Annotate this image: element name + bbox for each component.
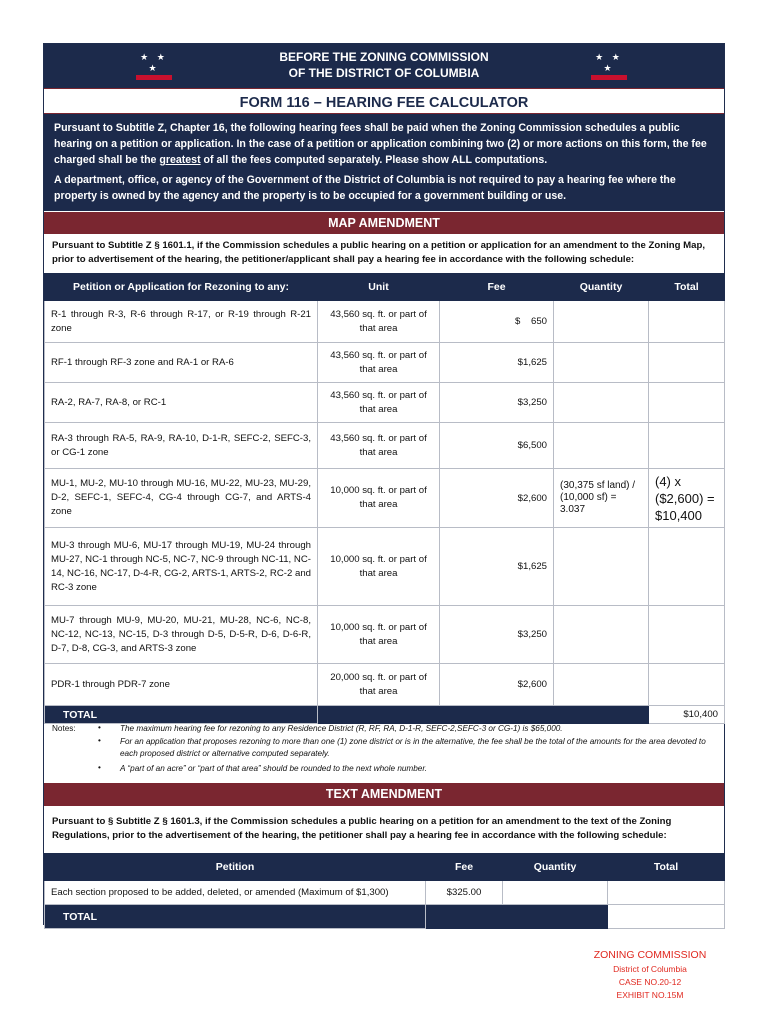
fee-cell: $1,625 bbox=[440, 343, 554, 383]
commission-title-line2: OF THE DISTRICT OF COLUMBIA bbox=[288, 66, 480, 80]
star-icon: ★ ★ ★ bbox=[595, 52, 623, 73]
stamp-title: ZONING COMMISSION bbox=[593, 949, 707, 961]
note-item: The maximum hearing fee for rezoning to any Residence District (R, RF, RA, D-1-R, SEFC-2,SEFC-3 or CG-1) is $65,000. bbox=[120, 724, 563, 733]
text-amendment-heading: TEXT AMENDMENT bbox=[44, 783, 724, 806]
bullet-icon: • bbox=[98, 723, 101, 732]
zones-cell: MU-1, MU-2, MU-10 through MU-16, MU-22, MU-23, MU-29, D-2, SEFC-1, SEFC-4, CG-4 through CG-7, and ARTS-4 zone bbox=[45, 469, 318, 528]
map-fee-table bbox=[44, 273, 725, 724]
form-title: FORM 116 – HEARING FEE CALCULATOR bbox=[44, 88, 724, 114]
zones-cell: RF-1 through RF-3 zone and RA-1 or RA-6 bbox=[45, 343, 318, 383]
stamp-district: District of Columbia bbox=[613, 964, 687, 974]
unit-cell: 10,000 sq. ft. or part of that area bbox=[318, 469, 440, 528]
commission-title-line1: BEFORE THE ZONING COMMISSION bbox=[279, 50, 489, 64]
intro-emphasis: greatest bbox=[159, 154, 201, 166]
unit-cell: 43,560 sq. ft. or part of that area bbox=[318, 423, 440, 469]
petition-cell: Each section proposed to be added, deleted, or amended (Maximum of $1,300) bbox=[45, 881, 426, 905]
intro-block bbox=[44, 114, 724, 211]
zones-cell: R-1 through R-3, R-6 through R-17, or R-19 through R-21 zone bbox=[45, 301, 318, 343]
unit-cell: 10,000 sq. ft. or part of that area bbox=[318, 606, 440, 664]
unit-cell: 10,000 sq. ft. or part of that area bbox=[318, 528, 440, 606]
map-amendment-heading: MAP AMENDMENT bbox=[44, 212, 724, 234]
stamp-case-number: CASE NO.20-12 bbox=[618, 977, 682, 987]
fee-cell: $2,600 bbox=[440, 469, 554, 528]
dc-flag-icon bbox=[136, 52, 172, 80]
fee-cell: $ 650 bbox=[440, 301, 554, 343]
table-row bbox=[45, 664, 725, 706]
fee-cell: $2,600 bbox=[440, 664, 554, 706]
quantity-field[interactable] bbox=[554, 423, 649, 469]
dc-flag-icon bbox=[591, 52, 627, 80]
fee-cell: $1,625 bbox=[440, 528, 554, 606]
quantity-field[interactable] bbox=[554, 383, 649, 423]
total-row bbox=[45, 905, 725, 929]
flag-stripe bbox=[591, 75, 627, 80]
col-header-total: Total bbox=[649, 274, 725, 301]
quantity-field[interactable] bbox=[554, 664, 649, 706]
zones-cell: RA-2, RA-7, RA-8, or RC-1 bbox=[45, 383, 318, 423]
total-field[interactable] bbox=[649, 664, 725, 706]
total-spacer bbox=[503, 905, 608, 929]
intro-paragraph-2: A department, office, or agency of the Government of the District of Columbia is not required to pay a hearing fee where the property is owned by the agency and the property is to be occupied for a government building or use. bbox=[54, 174, 676, 202]
table-row bbox=[45, 301, 725, 343]
col-header-quantity: Quantity bbox=[554, 274, 649, 301]
col-header-petition: Petition or Application for Rezoning to any: bbox=[45, 274, 318, 301]
total-field[interactable]: (4) x ($2,600) = $10,400 bbox=[649, 469, 725, 528]
col-header-quantity: Quantity bbox=[503, 854, 608, 881]
fee-cell: $3,250 bbox=[440, 383, 554, 423]
unit-cell: 43,560 sq. ft. or part of that area bbox=[318, 383, 440, 423]
total-field[interactable] bbox=[649, 343, 725, 383]
total-field[interactable] bbox=[649, 383, 725, 423]
col-header-total: Total bbox=[608, 854, 725, 881]
col-header-fee: Fee bbox=[426, 854, 503, 881]
table-row bbox=[45, 528, 725, 606]
commission-title bbox=[204, 49, 564, 81]
quantity-field[interactable] bbox=[554, 606, 649, 664]
total-field[interactable] bbox=[649, 423, 725, 469]
unit-cell: 20,000 sq. ft. or part of that area bbox=[318, 664, 440, 706]
intro-text: of all the fees computed separately. Please show ALL computations. bbox=[200, 154, 548, 166]
col-header-fee: Fee bbox=[440, 274, 554, 301]
zones-cell: MU-3 through MU-6, MU-17 through MU-19, MU-24 through MU-27, NC-1 through NC-5, NC-7, NC-9 through NC-11, NC-14, NC-16, NC-17, D-4-R, CG-2, ARTS-1, ARTS-2, RC-2 and RC-3 zone bbox=[45, 528, 318, 606]
flag-stripe bbox=[136, 75, 172, 80]
table-row bbox=[45, 881, 725, 905]
star-icon: ★ ★ ★ bbox=[140, 52, 168, 73]
col-header-petition: Petition bbox=[45, 854, 426, 881]
quantity-field[interactable] bbox=[554, 528, 649, 606]
fee-cell: $3,250 bbox=[440, 606, 554, 664]
total-label: TOTAL bbox=[45, 905, 426, 929]
total-spacer bbox=[426, 905, 503, 929]
total-field[interactable] bbox=[649, 528, 725, 606]
total-label: TOTAL bbox=[45, 706, 318, 724]
commission-header bbox=[44, 44, 724, 88]
intro-text: Pursuant to Subtitle Z, Chapter 16, the following hearing fees shall be paid when the Zoning Commission schedules a public hearing on a petition or application. In the case of a petition or application combining two (2) or more actions on this form, the fee charged shall be the bbox=[54, 122, 707, 166]
unit-cell: 43,560 sq. ft. or part of that area bbox=[318, 343, 440, 383]
fee-cell: $6,500 bbox=[440, 423, 554, 469]
note-item: A “part of an acre” or “part of that area” should be rounded to the next whole number. bbox=[120, 764, 428, 773]
zones-cell: RA-3 through RA-5, RA-9, RA-10, D-1-R, SEFC-2, SEFC-3, or CG-1 zone bbox=[45, 423, 318, 469]
grand-total-field[interactable] bbox=[608, 905, 725, 929]
quantity-field[interactable] bbox=[503, 881, 608, 905]
unit-cell: 43,560 sq. ft. or part of that area bbox=[318, 301, 440, 343]
quantity-field[interactable] bbox=[554, 343, 649, 383]
text-fee-table bbox=[44, 853, 725, 929]
intro-paragraph-1 bbox=[54, 120, 714, 168]
total-field[interactable] bbox=[649, 301, 725, 343]
notes-label: Notes: bbox=[52, 724, 76, 733]
total-field[interactable] bbox=[649, 606, 725, 664]
note-item: For an application that proposes rezoning to more than one (1) zone district or is in the alternative, the fee shall be the total of the amounts for the area devoted to each proposed district or alternative computed separately. bbox=[120, 737, 706, 758]
zones-cell: MU-7 through MU-9, MU-20, MU-21, MU-28, NC-6, NC-8, NC-12, NC-13, NC-15, D-3 through D-5, D-5-R, D-6, D-6-R, D-7, D-8, CG-3, and ARTS-3 zone bbox=[45, 606, 318, 664]
grand-total-field[interactable]: $10,400 bbox=[649, 706, 725, 724]
table-row bbox=[45, 606, 725, 664]
table-row bbox=[45, 343, 725, 383]
total-field[interactable] bbox=[608, 881, 725, 905]
text-amendment-text: Pursuant to § Subtitle Z § 1601.3, if the Commission schedules a public hearing on a petition for an amendment to the text of the Zoning Regulations, prior to the advertisement of the hearing, the petitioner shall pay a hearing fee in accordance with the following schedule: bbox=[52, 816, 672, 841]
zones-cell: PDR-1 through PDR-7 zone bbox=[45, 664, 318, 706]
table-row bbox=[45, 469, 725, 528]
table-row bbox=[45, 423, 725, 469]
bullet-icon: • bbox=[98, 736, 101, 745]
col-header-unit: Unit bbox=[318, 274, 440, 301]
quantity-field[interactable]: (30,375 sf land) / (10,000 sf) = 3.037 bbox=[554, 469, 649, 528]
map-notes bbox=[44, 721, 724, 779]
fee-cell: $325.00 bbox=[426, 881, 503, 905]
map-amendment-text: Pursuant to Subtitle Z § 1601.1, if the Commission schedules a public hearing on a petition or application for an amendment to the Zoning Map, prior to advertisement of the hearing, the petitioner/applicant shall pay a hearing fee in accordance with the following schedule: bbox=[52, 240, 705, 265]
table-row bbox=[45, 383, 725, 423]
stamp-exhibit-number: EXHIBIT NO.15M bbox=[616, 990, 684, 1000]
quantity-field[interactable] bbox=[554, 301, 649, 343]
bullet-icon: • bbox=[98, 763, 101, 772]
